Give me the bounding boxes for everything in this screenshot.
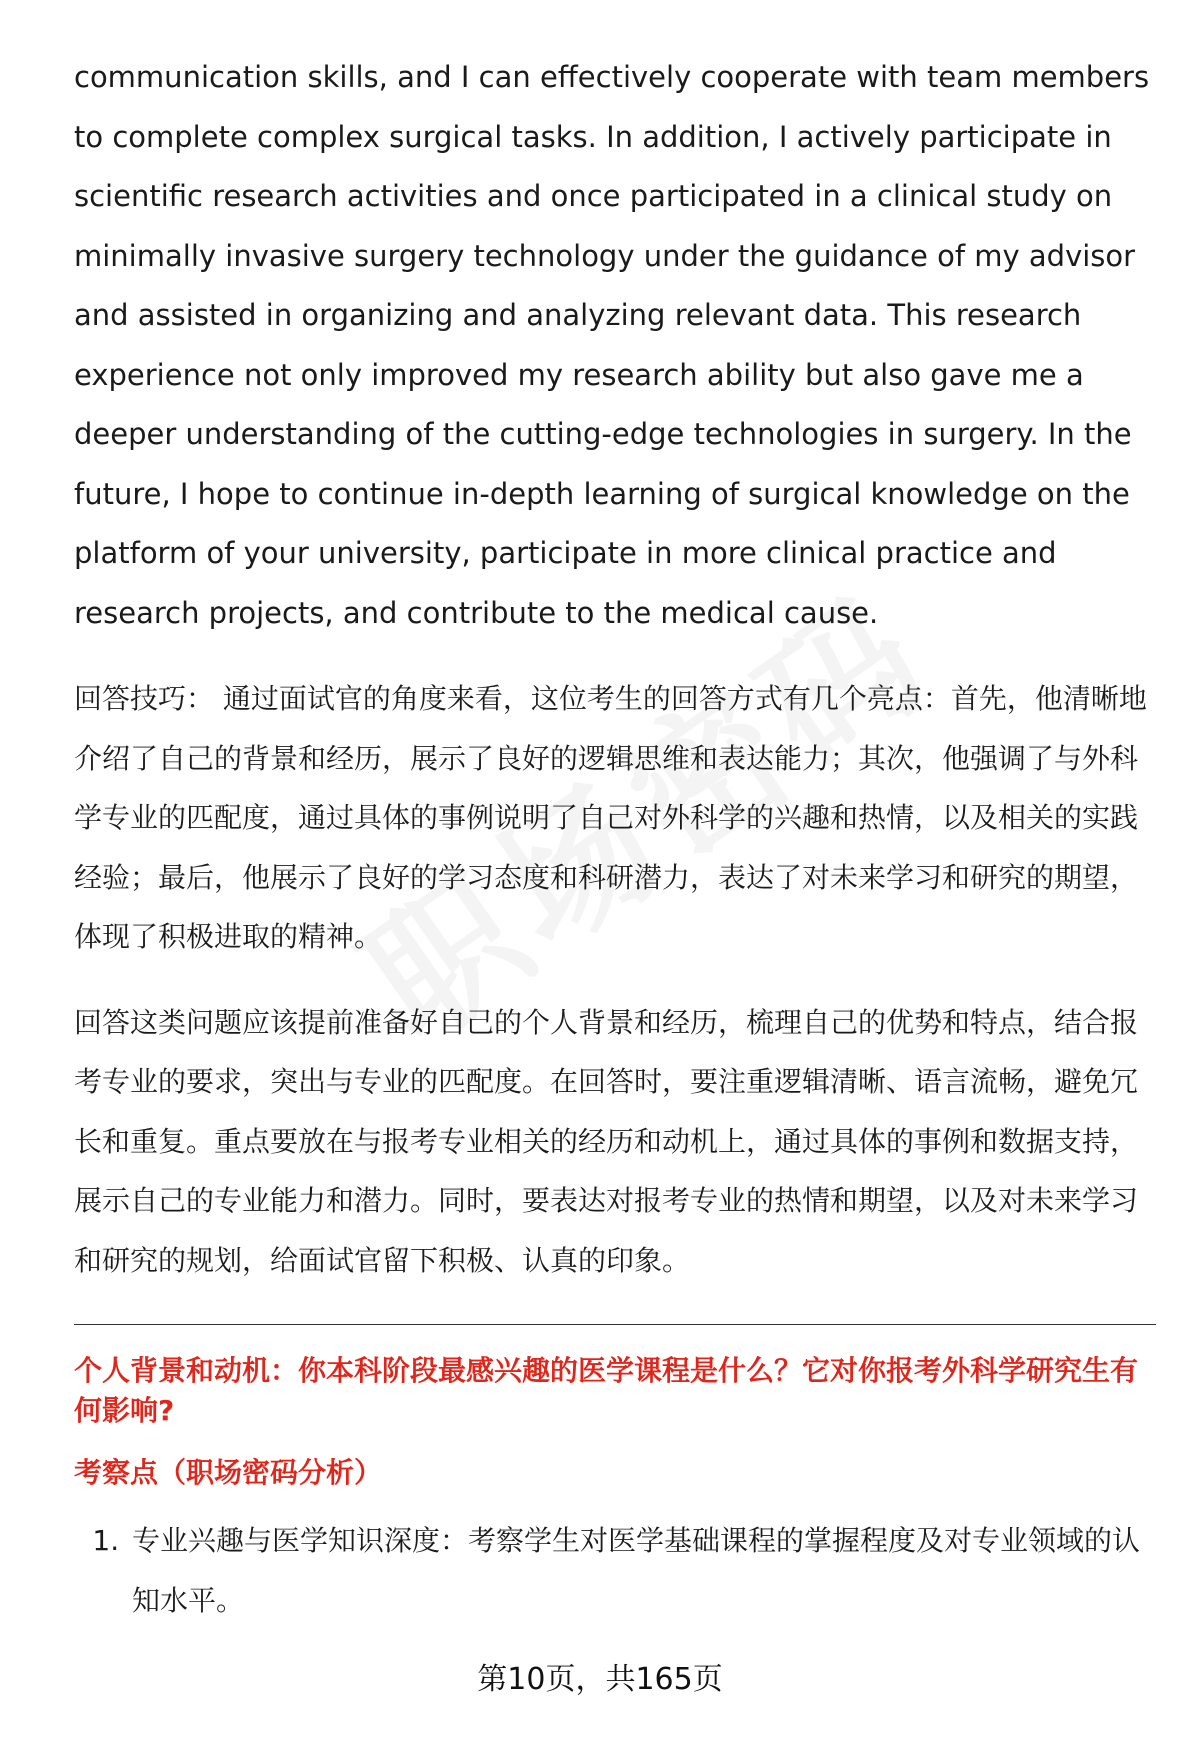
page-footer: 第10页，共165页 bbox=[477, 1662, 723, 1697]
answer-tips-paragraph: 回答技巧： 通过面试官的角度来看，这位考生的回答方式有几个亮点：首先，他清晰地介绍了自己的背景和经历，展示了良好的逻辑思维和表达能力；其次，他强调了与外科学专业的匹配度，通过具体的事例说明了自己对外科学的兴趣和热情，以及相关的实践经验；最后，他展示了良好的学习态度和科研潜力，表达了对未来学习和研究的期望，体现了积极进取的精神。 bbox=[74, 682, 1147, 953]
document-page bbox=[74, 48, 1156, 1630]
section-title: 考察点（职场密码分析） bbox=[74, 1456, 383, 1489]
list-item: 1. 专业兴趣与医学知识深度：考察学生对医学基础课程的掌握程度及对专业领域的认知水平。 bbox=[128, 1511, 1156, 1630]
question-title: 个人背景和动机：你本科阶段最感兴趣的医学课程是什么？它对你报考外科学研究生有何影响? bbox=[74, 1354, 1139, 1427]
answer-advice-paragraph: 回答这类问题应该提前准备好自己的个人背景和经历，梳理自己的优势和特点，结合报考专业的要求，突出与专业的匹配度。在回答时，要注重逻辑清晰、语言流畅，避免冗长和重复。重点要放在与报考专业相关的经历和动机上，通过具体的事例和数据支持，展示自己的专业能力和潜力。同时，要表达对报考专业的热情和期望，以及对未来学习和研究的规划，给面试官留下积极、认真的印象。 bbox=[74, 1005, 1139, 1277]
assessment-points-list bbox=[74, 1511, 1156, 1630]
english-answer-paragraph: communication skills, and I can effectively cooperate with team members to complete complex surgical tasks. In addition, I actively participate in scientific research activities and once participated in a clinical study on minimally invasive surgery technology under the guidance of my advisor and assisted in organizing and analyzing relevant data. This research experience not only improved my research ability but also gave me a deeper understanding of the cutting-edge technologies in surgery. In the future, I hope to continue in-depth learning of surgical knowledge on the platform of your university, participate in more clinical practice and research projects, and contribute to the medical cause. bbox=[74, 60, 1150, 630]
section-divider bbox=[74, 1324, 1156, 1325]
